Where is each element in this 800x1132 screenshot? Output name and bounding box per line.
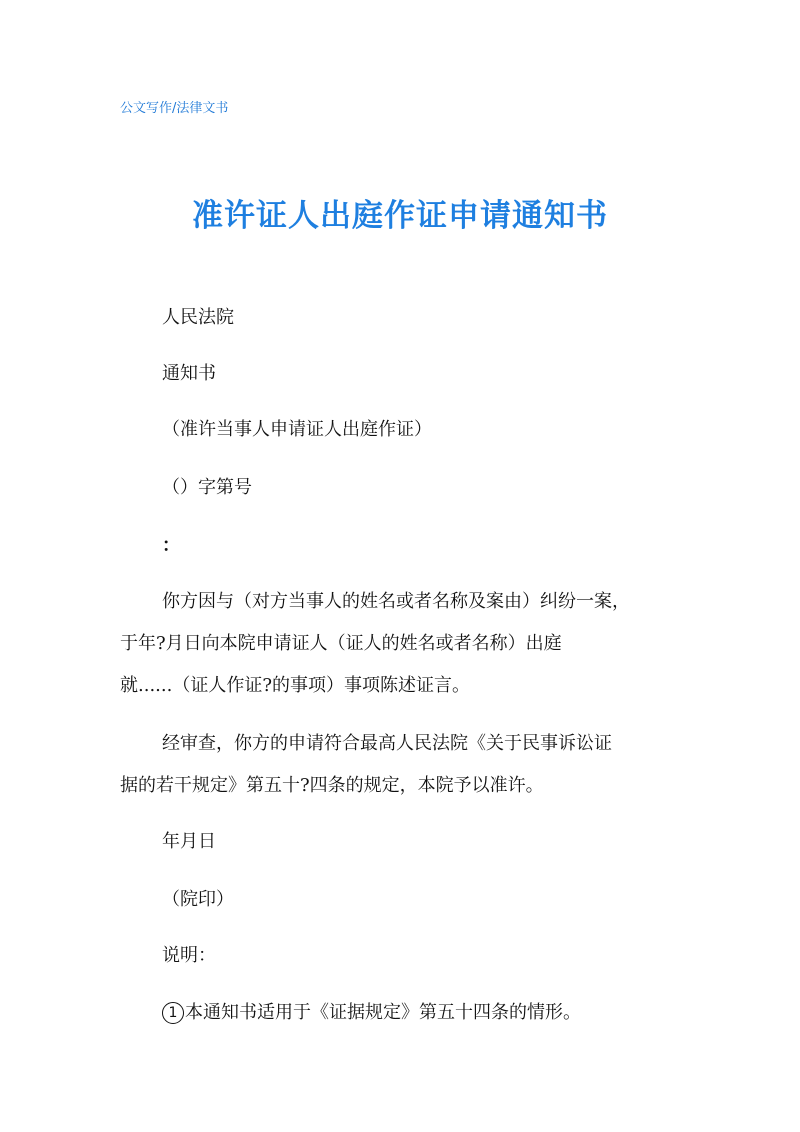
court-seal: （院印） [162, 889, 234, 910]
case-number: （）字第号 [162, 477, 252, 498]
date-line: 年月日 [162, 831, 216, 852]
document-subtitle: （准许当事人申请证人出庭作证） [162, 419, 432, 440]
circled-number-1-icon: 1 [162, 1002, 184, 1024]
document-type: 通知书 [162, 363, 216, 384]
addressee: ： [162, 535, 180, 556]
category-breadcrumb: 公文写作/法律文书 [120, 101, 229, 116]
note-item-1 [162, 1001, 581, 1025]
note-item-1-text: 本通知书适用于《证据规定》第五十四条的情形。 [185, 1002, 581, 1023]
paragraph-1-line-3: 就......（证人作证?的事项）事项陈述证言。 [120, 675, 470, 696]
court-name: 人民法院 [162, 307, 234, 328]
document-title: 准许证人出庭作证申请通知书 [192, 198, 608, 234]
paragraph-2-line-1: 经审查，你方的申请符合最高人民法院《关于民事诉讼证 [162, 733, 612, 754]
paragraph-1-line-2: 于年?月日向本院申请证人（证人的姓名或者名称）出庭 [120, 633, 562, 654]
note-label: 说明： [162, 945, 216, 966]
paragraph-2-line-2: 据的若干规定》第五十?四条的规定，本院予以准许。 [120, 775, 544, 796]
paragraph-1-line-1: 你方因与（对方当事人的姓名或者名称及案由）纠纷一案， [162, 591, 630, 612]
